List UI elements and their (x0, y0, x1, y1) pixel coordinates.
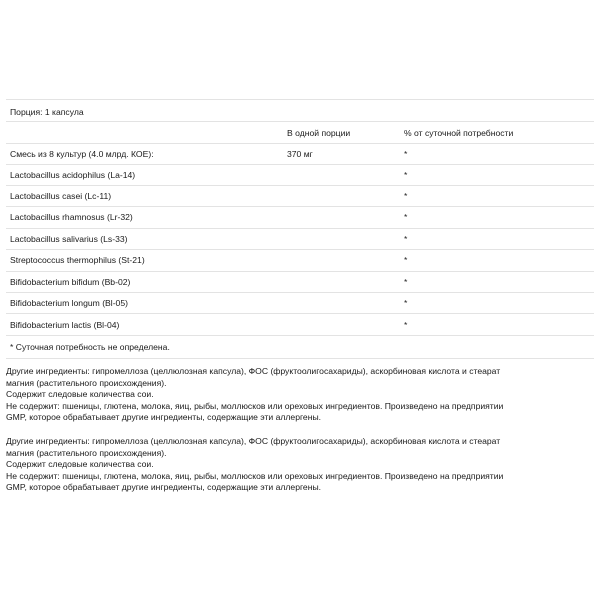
paragraph-line: магния (растительного происхождения). (6, 377, 167, 388)
nutrient-name: Lactobacillus salivarius (Ls-33) (10, 234, 128, 244)
nutrient-daily-value: * (404, 149, 408, 159)
nutrient-name: Lactobacillus casei (Lc-11) (10, 191, 112, 201)
nutrient-name: Bifidobacterium longum (Bl-05) (10, 298, 128, 308)
nutrient-name: Смесь из 8 культур (4.0 млрд. КОЕ): (10, 149, 154, 159)
nutrient-daily-value: * (404, 170, 408, 180)
nutrient-name: Streptococcus thermophilus (St-21) (10, 255, 145, 265)
divider (6, 292, 594, 293)
nutrient-daily-value: * (404, 298, 408, 308)
divider (6, 271, 594, 272)
nutrient-name: Bifidobacterium bifidum (Bb-02) (10, 277, 131, 287)
nutrient-daily-value: * (404, 255, 408, 265)
header-per-serving: В одной порции (287, 128, 351, 138)
paragraph-line: Другие ингредиенты: гипромеллоза (целлюлозная капсула), ФОС (фруктоолигосахариды), аскорбиновая кислота и стеарат (6, 436, 501, 446)
divider (6, 143, 594, 144)
paragraph-line: GMP, которое обрабатывает другие ингредиенты, содержащие эти аллергены. (6, 482, 322, 493)
other-ingredients-paragraph (6, 436, 594, 494)
divider (6, 249, 594, 250)
paragraph-line: Не содержит: пшеницы, глютена, молока, яиц, рыбы, моллюсков или ореховых ингредиентов. Произведено на предприятии (6, 470, 504, 481)
divider (6, 335, 594, 336)
paragraph-line: GMP, которое обрабатывает другие ингредиенты, содержащие эти аллергены. (6, 412, 322, 423)
nutrient-daily-value: * (404, 234, 408, 244)
paragraph-line: Не содержит: пшеницы, глютена, молока, яиц, рыбы, моллюсков или ореховых ингредиентов. Произведено на предприятии (6, 400, 504, 411)
nutrient-daily-value: * (404, 191, 408, 201)
nutrient-daily-value: * (404, 212, 408, 222)
paragraph-line: магния (растительного происхождения). (6, 447, 167, 458)
nutrient-name: Lactobacillus rhamnosus (Lr-32) (10, 212, 133, 222)
divider (6, 206, 594, 207)
divider (6, 164, 594, 165)
nutrient-name: Bifidobacterium lactis (Bl-04) (10, 320, 120, 330)
nutrient-daily-value: * (404, 320, 408, 330)
nutrient-amount: 370 мг (287, 149, 313, 159)
nutrient-daily-value: * (404, 277, 408, 287)
paragraph-line: Содержит следовые количества сои. (6, 459, 154, 470)
divider (6, 99, 594, 100)
other-ingredients-paragraph (6, 366, 594, 424)
serving-size: Порция: 1 капсула (10, 107, 84, 117)
divider (6, 358, 594, 359)
paragraph-line: Содержит следовые количества сои. (6, 389, 154, 400)
paragraph-line: Другие ингредиенты: гипромеллоза (целлюлозная капсула), ФОС (фруктоолигосахариды), аскорбиновая кислота и стеарат (6, 366, 501, 376)
nutrient-name: Lactobacillus acidophilus (La-14) (10, 170, 136, 180)
header-daily-value: % от суточной потребности (404, 128, 514, 138)
divider (6, 228, 594, 229)
daily-value-footnote: * Суточная потребность не определена. (10, 342, 170, 352)
divider (6, 121, 594, 122)
divider (6, 185, 594, 186)
divider (6, 313, 594, 314)
